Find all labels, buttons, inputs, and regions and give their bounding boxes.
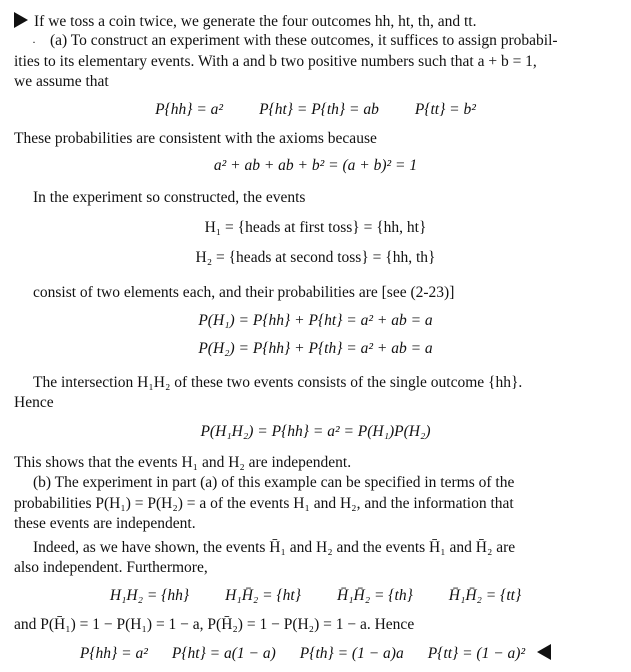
paragraph-indeed-line2: also independent. Furthermore, [14, 559, 208, 576]
equation-p-h1: P(H₁) = P{hh} + P{ht} = a² + ab = a [198, 312, 433, 329]
equation-probabilities: P{hh} = a² P{ht} = P{th} = ab P{tt} = b² [155, 101, 476, 118]
paragraph-intro: If we toss a coin twice, we generate the four outcomes hh, ht, th, and tt. [14, 12, 476, 30]
paragraph-intersection: The intersection H₁H₂ of these two events consists of the single outcome {hh}. [33, 374, 523, 391]
equation-h2: H₂ = {heads at second toss} = {hh, th} [195, 249, 436, 266]
paragraph-b-line2: probabilities P(H₁) = P(H₂) = a of the events H₁ and H₂, and the information that [14, 495, 514, 512]
equation-final-probabilities: P{hh} = a² P{ht} = a(1 − a) P{th} = (1 − a)a P{tt} = (1 − a)² [0, 644, 631, 662]
paragraph-events: In the experiment so constructed, the events [33, 189, 306, 206]
paragraph-a-line3: we assume that [14, 73, 109, 90]
paragraph-consistency: These probabilities are consistent with the axioms because [14, 130, 377, 147]
equation-independence: P(H₁H₂) = P{hh} = a² = P(H₁)P(H₂) [200, 423, 431, 440]
example-start-triangle-icon [14, 12, 28, 28]
paragraph-independent: This shows that the events H₁ and H₂ are independent. [14, 454, 352, 471]
paragraph-a-line1: (a) To construct an experiment with these outcomes, it suffices to assign probabil- [50, 32, 558, 49]
equation-intersections: H₁H₂ = {hh} H₁H̄₂ = {ht} H̄₁H̄₂ = {th} H̄₁H̄₂ = {tt} [109, 587, 522, 604]
paragraph-a-line2: ities to its elementary events. With a and b two positive numbers such that a + b = 1, [14, 53, 537, 70]
dot-mark: · [32, 35, 36, 49]
paragraph-indeed-line1: Indeed, as we have shown, the events H̄₁ and H₂ and the events H̄₁ and H̄₂ are [33, 539, 516, 556]
paragraph-b-line1: (b) The experiment in part (a) of this example can be specified in terms of the [33, 474, 515, 491]
paragraph-two-elements: consist of two elements each, and their probabilities are [see (2-23)] [33, 284, 455, 301]
example-end-triangle-icon [537, 644, 551, 660]
equation-h1: H₁ = {heads at first toss} = {hh, ht} [204, 219, 427, 236]
paragraph-hence: Hence [14, 394, 54, 411]
paragraph-b-line3: these events are independent. [14, 515, 196, 532]
equation-p-h2: P(H₂) = P{hh} + P{th} = a² + ab = a [198, 340, 433, 357]
equation-axioms: a² + ab + ab + b² = (a + b)² = 1 [213, 157, 418, 174]
paragraph-complements: and P(H̄₁) = 1 − P(H₁) = 1 − a, P(H̄₂) = 1 − P(H₂) = 1 − a. Hence [14, 616, 415, 633]
